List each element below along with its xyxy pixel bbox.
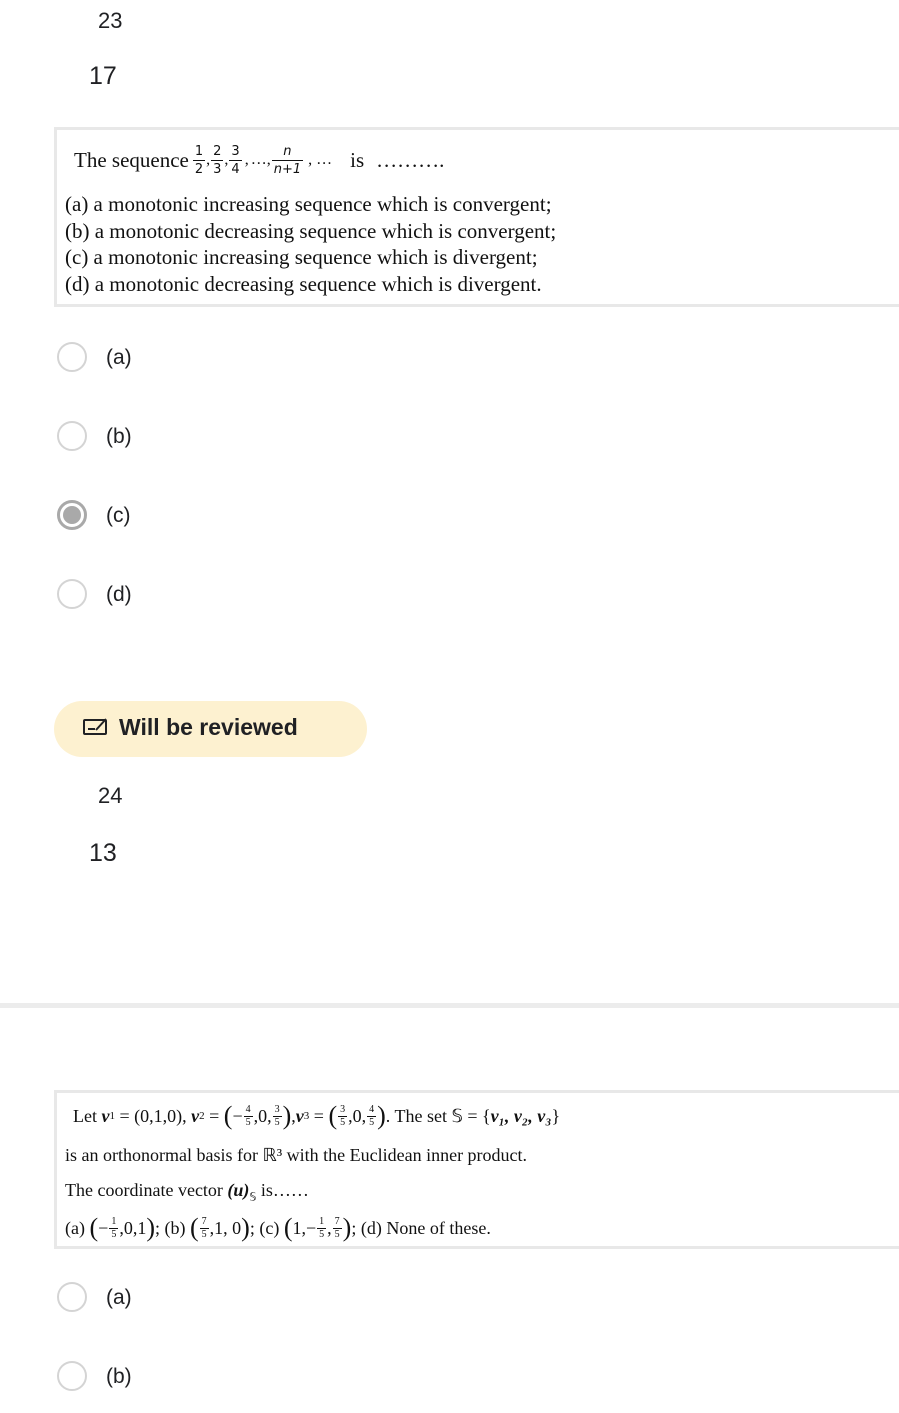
question-points: 13 [89, 839, 117, 867]
option-label-b[interactable]: (b) [106, 1365, 132, 1388]
question-number: 23 [98, 8, 123, 33]
status-badge [54, 701, 367, 757]
choice-text: (d) a monotonic decreasing sequence which is divergent. [65, 272, 542, 296]
fraction: $\frac{3}{5}$ [340, 1103, 346, 1128]
fraction: $\frac{7}{5}$ [334, 1215, 340, 1240]
question-choices-line: (a) ( − $\frac{1}{5}$ ,0,1 ) ; (b) ( $\frac{7}{5}$ ,1, 0 ) ; (c) ( 1,− $\frac{1}{5}$ , $\frac{7}{5}$ ) ; (d) None of these. [65, 1213, 491, 1242]
choice-text: (c) a monotonic increasing sequence which is divergent; [65, 245, 538, 269]
fraction: $\frac{1}{5}$ [111, 1215, 117, 1240]
status-badge-label: Will be reviewed [119, 714, 298, 740]
fraction: $\frac{7}{5}$ [201, 1215, 207, 1240]
choice-text: (a) a monotonic increasing sequence which is convergent; [65, 192, 552, 216]
fraction: $\frac{4}{5}$ [245, 1103, 251, 1128]
option-label-a[interactable]: (a) [106, 346, 132, 369]
radio-option-d[interactable] [57, 579, 87, 609]
question-image [54, 127, 899, 307]
fraction: $\frac{3}{5}$ [274, 1103, 280, 1128]
question-stem-line1: Let v 1 = (0,1,0), v 2 = ( − $\frac{4}{5}$ ,0, $\frac{3}{5}$ ) , v 3 = ( $\frac{3}{5}$ ,0, $\frac{4}{5}$ ) . The set 𝕊 = { v₁, v₂, v₃ } [73, 1101, 561, 1130]
radio-option-a[interactable] [57, 1282, 87, 1312]
fraction: $\frac{4}{5}$ [369, 1103, 375, 1128]
stem-prefix: The sequence [74, 147, 189, 172]
radio-option-c-selected[interactable] [57, 500, 87, 530]
option-label-a[interactable]: (a) [106, 1286, 132, 1309]
fraction: $\frac{n}{n+1}$ [273, 143, 302, 177]
choice-text: (b) a monotonic decreasing sequence which is convergent; [65, 219, 557, 243]
question-stem: The sequence $\frac{1}{2}$ , $\frac{2}{3}$ , $\frac{3}{4}$ , …, $\frac{n}{n+1}$ , … is ………. [74, 143, 445, 177]
fraction: $\frac{3}{4}$ [231, 143, 240, 177]
radio-option-b[interactable] [57, 1361, 87, 1391]
radio-option-a[interactable] [57, 342, 87, 372]
question-stem-line2: is an orthonormal basis for ℝ³ with the Euclidean inner product. [65, 1145, 528, 1165]
option-label-d[interactable]: (d) [106, 583, 132, 606]
radio-option-b[interactable] [57, 421, 87, 451]
fraction: $\frac{1}{2}$ [194, 143, 204, 177]
question-number: 24 [98, 783, 123, 808]
section-divider [0, 1003, 899, 1008]
edit-review-icon [82, 716, 110, 743]
fraction: $\frac{2}{3}$ [213, 143, 222, 177]
question-stem-line3: The coordinate vector $(u)_𝕊$ is…… [65, 1180, 309, 1204]
option-label-c[interactable]: (c) [106, 504, 131, 527]
question-image [54, 1090, 899, 1249]
fraction: $\frac{1}{5}$ [319, 1215, 325, 1240]
question-points: 17 [89, 62, 117, 90]
option-label-b[interactable]: (b) [106, 425, 132, 448]
